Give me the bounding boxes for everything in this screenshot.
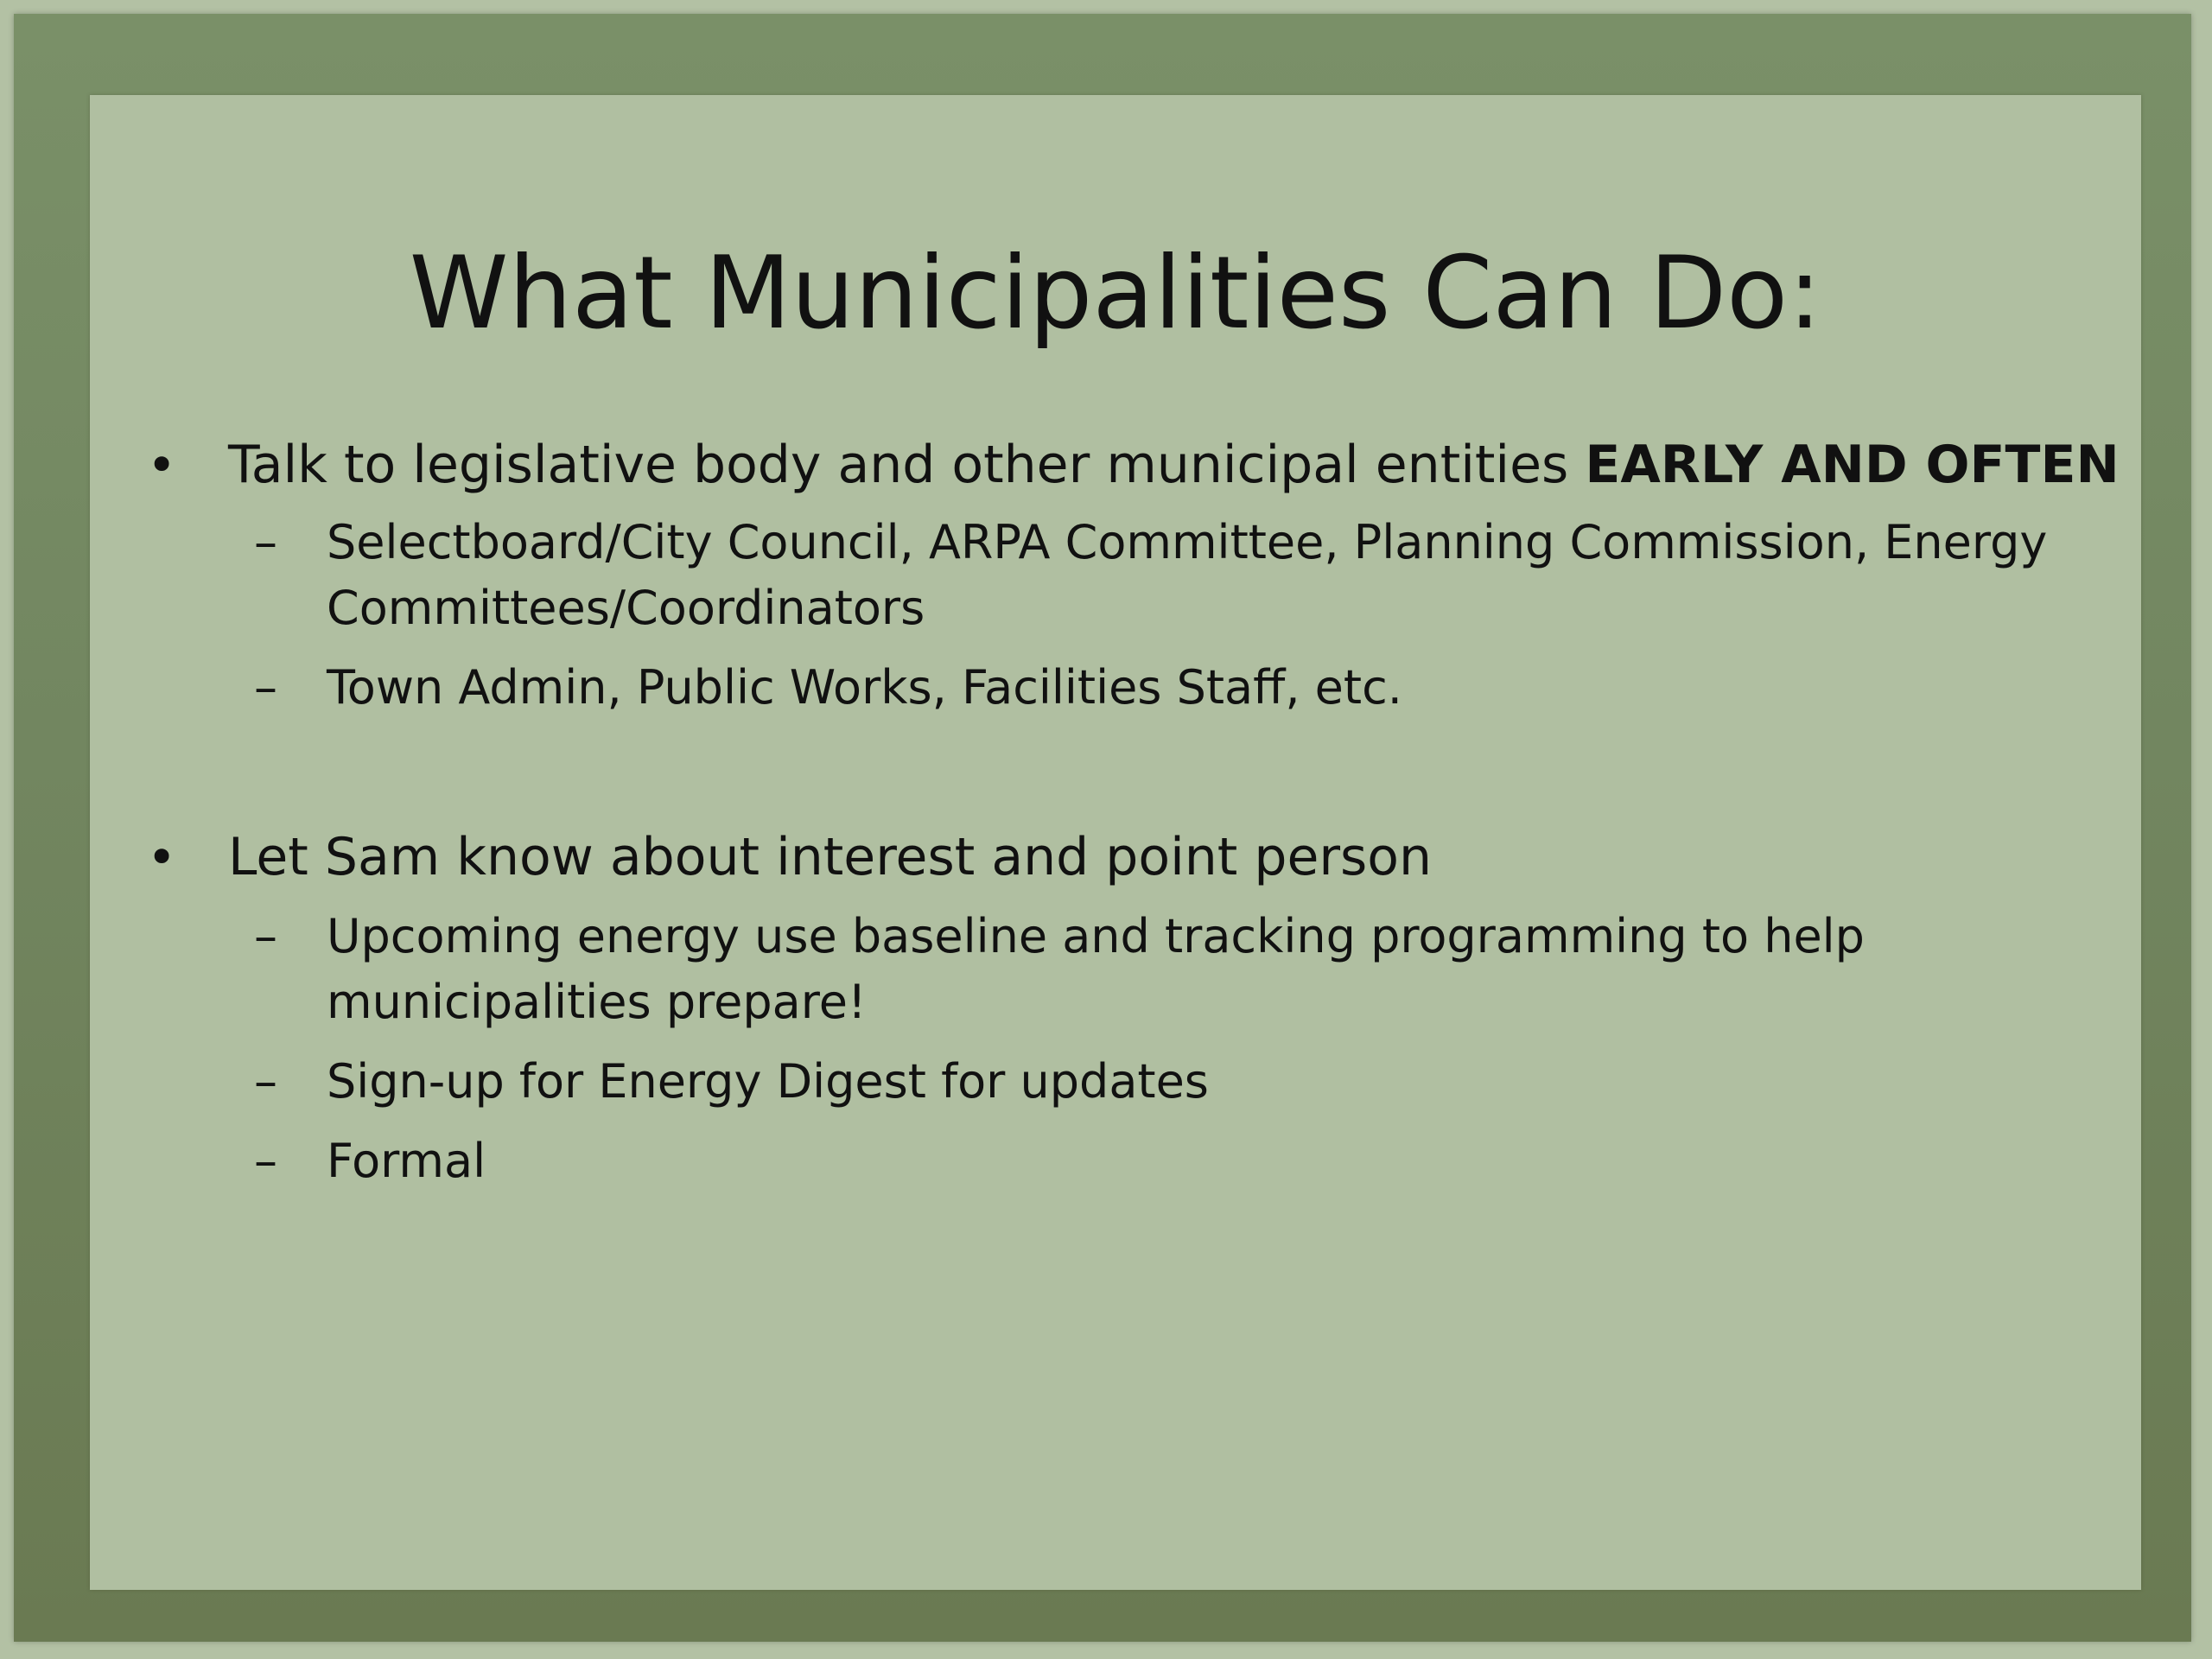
sub-text: Upcoming energy use baseline and tracking programming to help municipalities prepare! xyxy=(327,909,1865,1029)
bullet-marker: • xyxy=(147,435,177,494)
bullet-marker: • xyxy=(147,828,177,887)
sub-text: Town Admin, Public Works, Facilities Staff, etc. xyxy=(327,660,1402,715)
sub-marker: – xyxy=(254,1054,277,1109)
bullet-text xyxy=(228,823,1432,892)
slide-title: What Municipalities Can Do: xyxy=(409,235,1822,352)
sub-text: Selectboard/City Council, ARPA Committee, Planning Commission, Energy Committees/Coordinators xyxy=(327,515,2048,635)
bullet-text-plain: Talk to legislative body and other municipal entities xyxy=(228,435,1586,495)
sub-marker: – xyxy=(254,515,277,569)
bullet-text xyxy=(228,430,2120,499)
sub-text: Sign-up for Energy Digest for updates xyxy=(327,1054,1209,1109)
sub-marker: – xyxy=(254,909,277,963)
bullet-text-plain: Let Sam know about interest and point person xyxy=(228,827,1433,887)
sub-marker: – xyxy=(254,660,277,715)
slide-frame xyxy=(14,14,2191,1642)
slide-panel xyxy=(90,95,2141,1590)
bullet-text-emphasis: EARLY AND OFTEN xyxy=(1585,435,2120,495)
sub-marker: – xyxy=(254,1134,277,1188)
sub-text: Formal xyxy=(327,1134,486,1188)
